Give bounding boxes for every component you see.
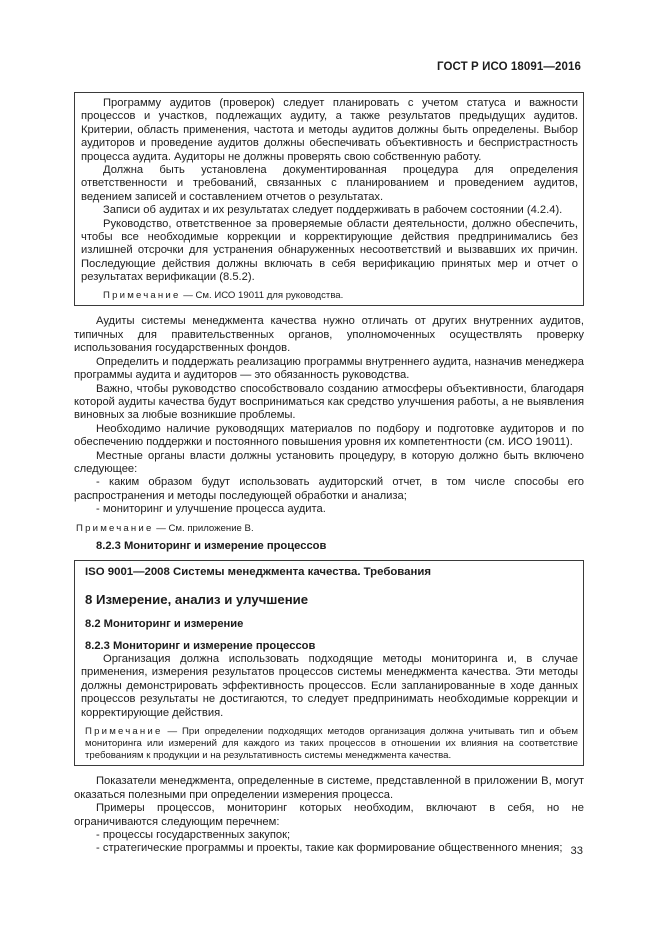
note-text: — При определении подходящих методов организация должна учитывать тип и объем мониторинга или измерений для каждого из таких процессов в отношении их влияния на соответствие требованиям к продукции и на результативность системы менеджмента качества.	[85, 726, 578, 761]
box1-paragraph: Руководство, ответственное за проверяемые области деятельности, должно обеспечить, чтобы все необходимые коррекции и корректирующие действия предпринимались без излишней отсрочки для устранения обнаруженных несоответствий и вызвавших их причин. Последующие действия должны включать в себя верификацию принятых мер и отчет о результатах верификации (8.5.2).	[81, 217, 578, 284]
body-paragraph: Необходимо наличие руководящих материалов по подбору и подготовке аудиторов и по обеспечению поддержки и постоянного повышения уровня их компетентности (см. ИСО 19011).	[74, 422, 584, 449]
body-paragraph: Примеры процессов, мониторинг которых необходим, включают в себя, но не ограничиваются следующим перечнем:	[74, 802, 584, 828]
subsection-heading: 8.2.3 Мониторинг и измерение процессов	[96, 540, 327, 553]
list-item-text: каким образом будут использовать аудиторский отчет, в том числе способы его распространения и методы последующей обработки и анализа;	[74, 476, 584, 502]
section-heading-8: 8 Измерение, анализ и улучшение	[85, 592, 309, 608]
note-text: — См. ИСО 19011 для руководства.	[183, 289, 344, 301]
list-item: - каким образом будут использовать аудиторский отчет, в том числе способы его распространения и методы последующей обработки и анализа;	[74, 476, 584, 502]
body-paragraph: Аудиты системы менеджмента качества нужно отличать от других внутренних аудитов, типичных для правительственных органов, уполномоченных осуществлять проверку использования государственных фондов.	[74, 315, 584, 355]
body-paragraph: Важно, чтобы руководство способствовало созданию атмосферы объективности, благодаря которой аудиты качества будут восприниматься как средство улучшения работы, а не выявления виновных за любые возникшие проблемы.	[74, 382, 584, 422]
box1-note	[81, 290, 578, 302]
page-content	[74, 92, 584, 856]
section-heading-8-2: 8.2 Мониторинг и измерение	[85, 618, 244, 631]
note-label: Примечание	[103, 289, 181, 301]
box1-paragraph: Записи об аудитах и их результатах следует поддерживать в рабочем состоянии (4.2.4).	[103, 204, 563, 217]
body-paragraph: Местные органы власти должны установить процедуру, в которую должно быть включено следующее:	[74, 449, 584, 475]
box1-paragraph: Программу аудитов (проверок) следует планировать с учетом статуса и важности процессов и участков, подлежащих аудиту, а также результатов предыдущих аудитов. Критерии, область применения, частота и методы аудитов должны быть определены. Выбор аудиторов и проведение аудитов должны обеспечивать объективность и беспристрастность процесса аудита. Аудиторы не должны проверять свою собственную работу.	[81, 97, 578, 163]
body-paragraph: Определить и поддержать реализацию программы внутреннего аудита, назначив менеджера программы аудита и аудиторов — это обязанность руководства.	[74, 355, 584, 382]
note-label: Примечание	[85, 726, 163, 738]
note-label: Примечание	[76, 522, 154, 534]
box2-note	[85, 726, 578, 761]
body-section-1	[74, 315, 584, 553]
note-text: — См. приложение В.	[156, 522, 254, 534]
list-item: - процессы государственных закупок;	[96, 829, 291, 842]
body1-note	[76, 523, 584, 535]
list-item-text: процессы государственных закупок;	[102, 829, 291, 842]
page-number: 33	[570, 845, 583, 857]
quoted-requirement-box-1	[74, 92, 584, 306]
list-item-text: стратегические программы и проекты, такие как формирование общественного мнения;	[102, 842, 563, 855]
box1-paragraph: Должна быть установлена документированная процедура для определения ответственности и требований, связанных с планированием и проведением аудитов, ведением записей и составлением отчетов о результатах.	[81, 164, 578, 203]
body-section-2	[74, 775, 584, 855]
box2-title: ISO 9001—2008 Системы менеджмента качества. Требования	[85, 565, 432, 578]
list-item-text: мониторинг и улучшение процесса аудита.	[102, 503, 326, 516]
section-heading-8-2-3: 8.2.3 Мониторинг и измерение процессов	[85, 639, 316, 652]
box2-paragraph: Организация должна использовать подходящие методы мониторинга и, в случае применения, измерения результатов процессов системы менеджмента качества. Эти методы должны демонстрировать эффективность процессов. Если запланированные в ходе данных процессов результаты не достигаются, то следует предпринимать необходимые коррекции и корректирующие действия.	[81, 653, 578, 719]
document-id-header: ГОСТ Р ИСО 18091—2016	[436, 61, 581, 73]
list-item: - мониторинг и улучшение процесса аудита.	[96, 503, 326, 516]
quoted-requirement-box-2	[74, 560, 584, 767]
body-paragraph: Показатели менеджмента, определенные в системе, представленной в приложении В, могут оказаться полезными при определении измерения процесса.	[74, 775, 584, 801]
list-item: - стратегические программы и проекты, такие как формирование общественного мнения;	[96, 842, 563, 855]
